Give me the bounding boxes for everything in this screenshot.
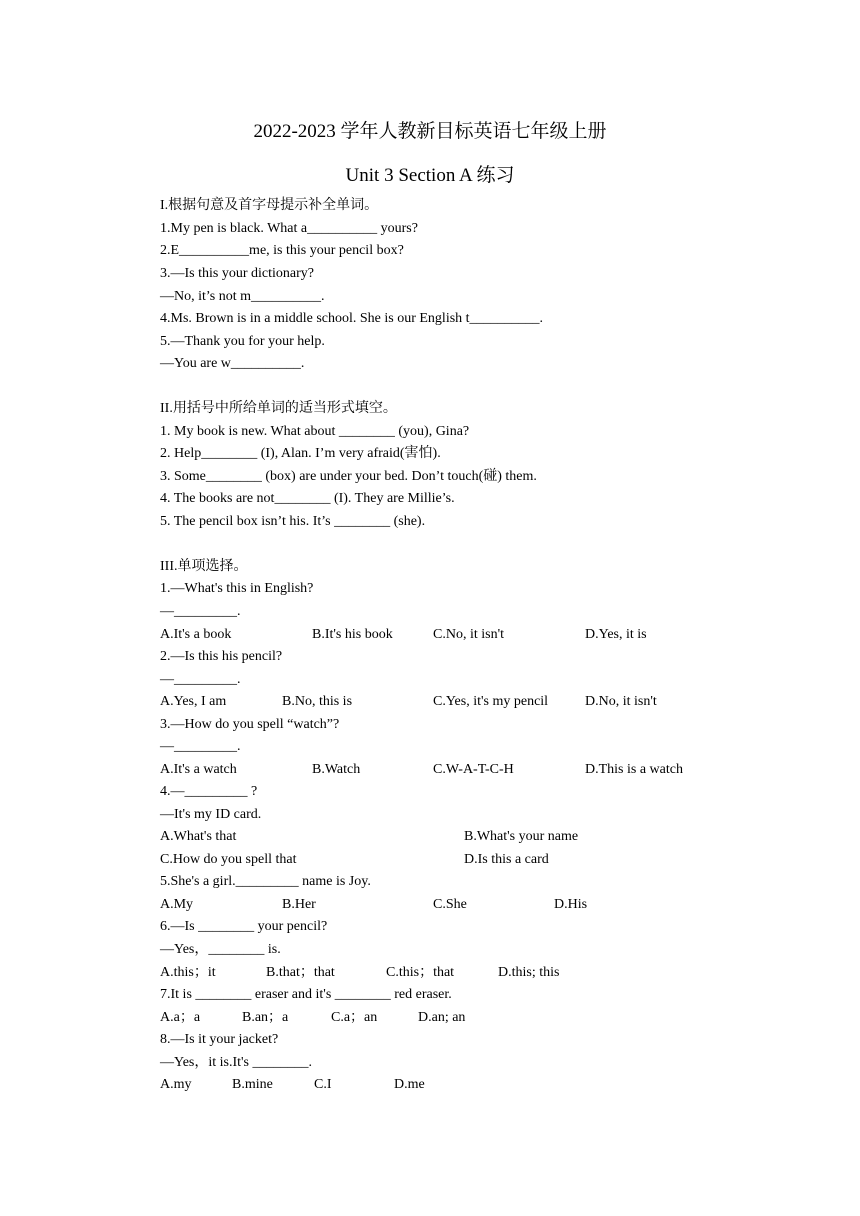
question-answer-line: —_________. — [160, 604, 241, 619]
question-stem: 6.—Is ________ your pencil? — [160, 919, 328, 934]
option-c: C.this；that — [386, 965, 455, 980]
option-a: A.My — [160, 897, 194, 912]
section-1-line: 1.My pen is black. What a__________ yours? — [160, 221, 418, 236]
section-3-heading: III.单项选择。 — [160, 559, 248, 574]
option-c: C.How do you spell that — [160, 852, 297, 867]
section-1-line: —You are w__________. — [160, 356, 305, 371]
question-stem: 7.It is ________ eraser and it's ________ red eraser. — [160, 987, 452, 1002]
question-answer-line: —Yes，________ is. — [160, 942, 281, 957]
question-stem: 8.—Is it your jacket? — [160, 1032, 279, 1047]
option-b: B.that；that — [266, 965, 335, 980]
option-c: C.a；an — [331, 1010, 378, 1025]
section-2-heading: II.用括号中所给单词的适当形式填空。 — [160, 401, 397, 416]
section-1-line: 4.Ms. Brown is in a middle school. She is our English t__________. — [160, 311, 544, 326]
option-a: A.It's a watch — [160, 762, 237, 777]
section-1-line: —No, it’s not m__________. — [160, 289, 325, 304]
option-a: A.What's that — [160, 829, 237, 844]
section-1-line: 2.E__________me, is this your pencil box? — [160, 243, 404, 258]
question-stem: 4.—_________ ? — [160, 784, 258, 799]
option-a: A.It's a book — [160, 627, 232, 642]
question-answer-line: —Yes，it is.It's ________. — [160, 1055, 313, 1070]
option-a: A.this；it — [160, 965, 216, 980]
option-d: D.me — [394, 1077, 425, 1092]
question-answer-line: —_________. — [160, 739, 241, 754]
option-c: C.W-A-T-C-H — [433, 762, 514, 777]
option-d: D.Yes, it is — [585, 627, 647, 642]
section-2-line: 3. Some________ (box) are under your bed. Don’t touch(碰) them. — [160, 469, 537, 484]
option-c: C.Yes, it's my pencil — [433, 694, 549, 709]
option-d: D.This is a watch — [585, 762, 683, 777]
option-c: C.She — [433, 897, 467, 912]
option-a: A.Yes, I am — [160, 694, 227, 709]
section-1-line: 3.—Is this your dictionary? — [160, 266, 314, 281]
option-c: C.No, it isn't — [433, 627, 504, 642]
section-1-line: 5.—Thank you for your help. — [160, 334, 325, 349]
option-d: D.Is this a card — [464, 852, 549, 867]
section-2-line: 2. Help________ (I), Alan. I’m very afraid(害怕). — [160, 446, 441, 461]
option-b: B.Watch — [312, 762, 361, 777]
option-a: A.a；a — [160, 1010, 201, 1025]
option-d: D.No, it isn't — [585, 694, 657, 709]
worksheet-title: 2022-2023 学年人教新目标英语七年级上册 — [253, 121, 607, 142]
section-2-line: 4. The books are not________ (I). They are Millie’s. — [160, 491, 455, 506]
worksheet-subtitle: Unit 3 Section A 练习 — [345, 165, 515, 186]
question-answer-line: —It's my ID card. — [160, 807, 262, 822]
option-b: B.an；a — [242, 1010, 289, 1025]
question-stem: 5.She's a girl._________ name is Joy. — [160, 874, 371, 889]
option-b: B.Her — [282, 897, 316, 912]
question-answer-line: —_________. — [160, 672, 241, 687]
option-b: B.What's your name — [464, 829, 579, 844]
option-b: B.It's his book — [312, 627, 393, 642]
option-b: B.No, this is — [282, 694, 353, 709]
option-c: C.I — [314, 1077, 332, 1092]
section-1-heading: I.根据句意及首字母提示补全单词。 — [160, 198, 379, 213]
option-a: A.my — [160, 1077, 192, 1092]
section-2-line: 5. The pencil box isn’t his. It’s ________ (she). — [160, 514, 426, 529]
option-d: D.this; this — [498, 965, 560, 980]
question-stem: 1.—What's this in English? — [160, 581, 314, 596]
option-d: D.His — [554, 897, 588, 912]
option-d: D.an; an — [418, 1010, 466, 1025]
option-b: B.mine — [232, 1077, 273, 1092]
section-2-line: 1. My book is new. What about ________ (you), Gina? — [160, 424, 470, 439]
question-stem: 3.—How do you spell “watch”? — [160, 717, 340, 732]
question-stem: 2.—Is this his pencil? — [160, 649, 283, 664]
